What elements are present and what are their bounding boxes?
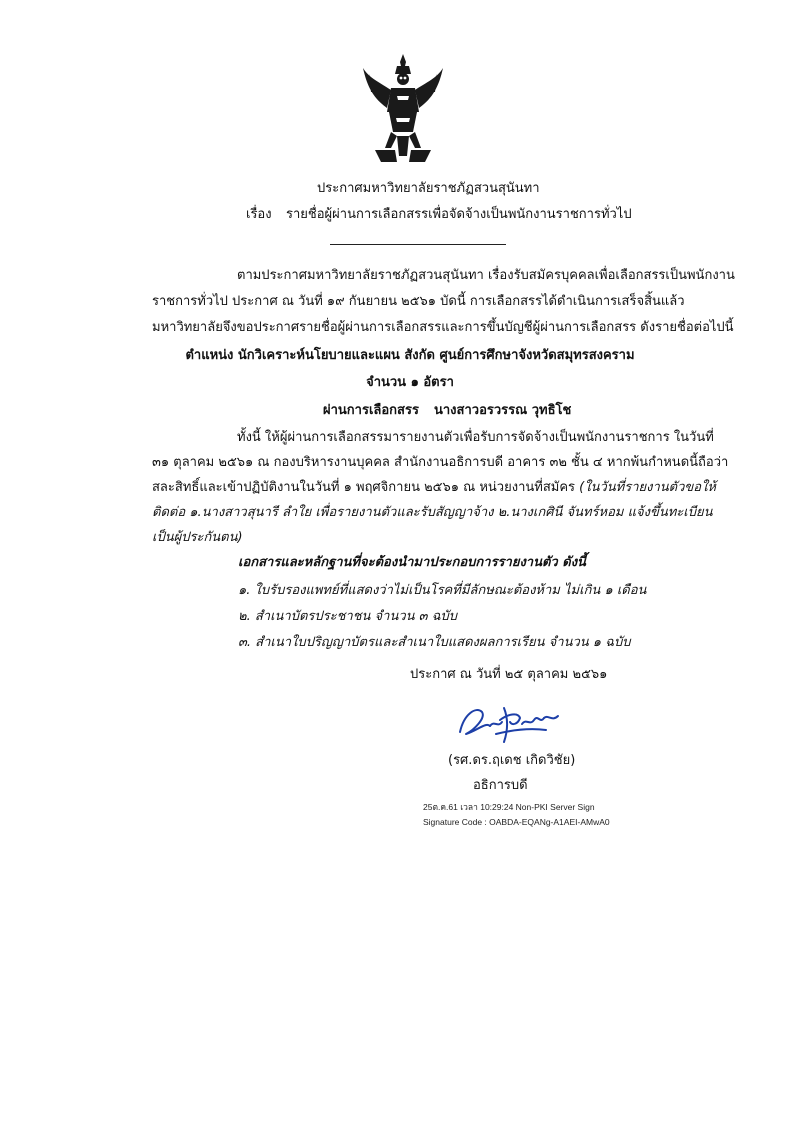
document-item-3: ๓. สำเนาใบปริญญาบัตรและสำเนาใบแสดงผลการเรียน จำนวน ๑ ฉบับ [238,635,631,650]
intro-line-3: มหาวิทยาลัยจึงขอประกาศรายชื่อผู้ผ่านการเลือกสรรและการขึ้นบัญชีผู้ผ่านการเลือกสรร ดังรายชื่อต่อไปนี้ [152,320,734,335]
passed-name: นางสาวอรวรรณ วุทธิโช [434,403,572,418]
garuda-emblem-icon [361,52,445,164]
announcement-date: ประกาศ ณ วันที่ ๒๕ ตุลาคม ๒๕๖๑ [410,667,608,682]
document-item-2: ๒. สำเนาบัตรประชาชน จำนวน ๓ ฉบับ [238,609,458,624]
position-count: จำนวน ๑ อัตรา [366,375,454,390]
title-divider [330,244,506,245]
subject-label: เรื่อง [246,207,272,222]
documents-heading: เอกสารและหลักฐานที่จะต้องนำมาประกอบการรายงานตัว ดังนี้ [238,555,586,570]
announcement-title: ประกาศมหาวิทยาลัยราชภัฏสวนสุนันทา [317,181,540,196]
report-line-5: เป็นผู้ประกันตน) [152,530,243,545]
report-line-1: ทั้งนี้ ให้ผู้ผ่านการเลือกสรรมารายงานตัวเพื่อรับการจัดจ้างเป็นพนักงานราชการ ในวันที่ [237,430,714,445]
intro-line-1: ตามประกาศมหาวิทยาลัยราชภัฏสวนสุนันทา เรื่องรับสมัครบุคคลเพื่อเลือกสรรเป็นพนักงาน [237,268,735,283]
report-line-4: ติดต่อ ๑.นางสาวสุนารี ลำใย เพื่อรายงานตัวและรับสัญญาจ้าง ๒.นางเกศินี จันทร์หอม แจ้งขึ้นทะเบียน [152,505,713,520]
report-line-2: ๓๑ ตุลาคม ๒๕๖๑ ณ กองบริหารงานบุคคล สำนักงานอธิการบดี อาคาร ๓๒ ชั้น ๔ หากพ้นกำหนดนี้ถือว่า [152,455,729,470]
signature-icon [456,700,566,746]
report-line-3-note: (ในวันที่รายงานตัวขอให้ [579,480,717,495]
signer-title: อธิการบดี [473,778,528,793]
document-item-1: ๑. ใบรับรองแพทย์ที่แสดงว่าไม่เป็นโรคที่มีลักษณะต้องห้าม ไม่เกิน ๑ เดือน [238,583,647,598]
report-line-3 [152,479,716,497]
sign-timestamp: 25ต.ค.61 เวลา 10:29:24 Non-PKI Server Sign [423,802,595,812]
subject-text: รายชื่อผู้ผ่านการเลือกสรรเพื่อจัดจ้างเป็นพนักงานราชการทั่วไป [286,207,632,222]
intro-line-2: ราชการทั่วไป ประกาศ ณ วันที่ ๑๙ กันยายน ๒๕๖๑ บัดนี้ การเลือกสรรได้ดำเนินการเสร็จสิ้นแล้ว [152,294,685,309]
position-title: ตำแหน่ง นักวิเคราะห์นโยบายและแผน สังกัด ศูนย์การศึกษาจังหวัดสมุทรสงคราม [185,348,635,363]
signature-code: Signature Code : OABDA-EQANg-A1AEI-AMwA0 [423,817,610,827]
passed-label: ผ่านการเลือกสรร [323,403,419,418]
signer-name: (รศ.ดร.ฤเดช เกิดวิชัย) [448,753,576,768]
report-line-3-text: สละสิทธิ์และเข้าปฏิบัติงานในวันที่ ๑ พฤศจิกายน ๒๕๖๑ ณ หน่วยงานที่สมัคร [152,480,576,495]
